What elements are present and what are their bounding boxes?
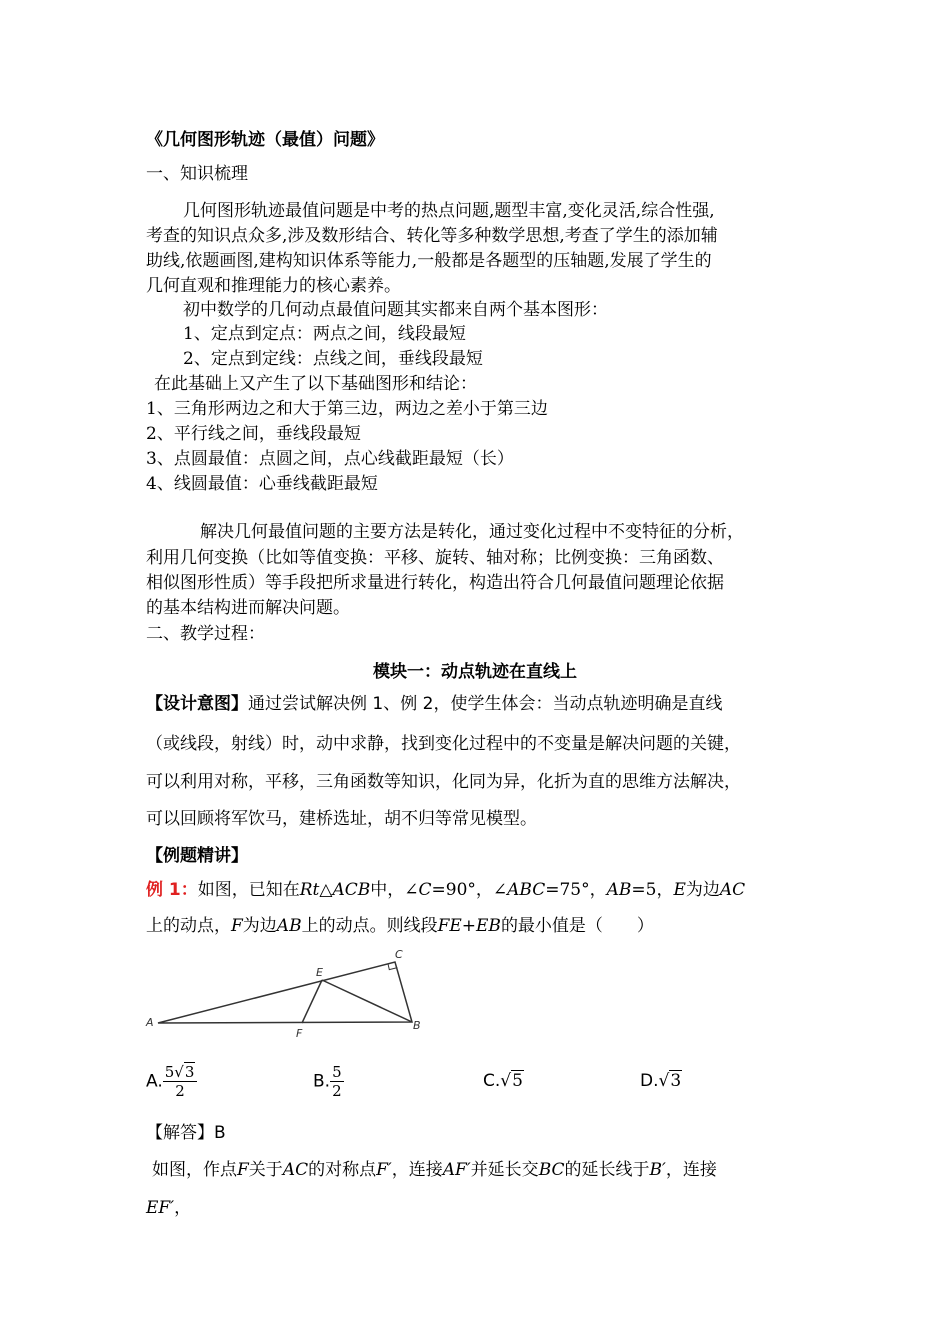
point-label-b: B xyxy=(413,1019,421,1032)
example-heading: 【例题精讲】 xyxy=(146,846,248,866)
basic-figure-item: 2、定点到定线：点线之间，垂线段最短 xyxy=(183,349,483,369)
paragraph-line: 可以回顾将军饮马，建桥选址，胡不归等常见模型。 xyxy=(146,809,537,829)
paragraph-line: 助线,依题画图,建构知识体系等能力,一般都是各题型的压轴题,发展了学生的 xyxy=(146,251,712,271)
option-b-fraction: $\frac{5}{2}$ xyxy=(332,1063,342,1100)
option-a[interactable]: A. $\frac{5√3}{2}$ xyxy=(146,1063,197,1100)
point-label-c: C xyxy=(395,948,403,961)
solution-line-cont: EF′， xyxy=(146,1198,192,1218)
option-d[interactable]: D.√3 xyxy=(640,1071,682,1091)
paragraph-line: 几何直观和推理能力的核心素养。 xyxy=(146,276,401,296)
solution-line: 如图，作点F关于AC的对称点F′，连接AF′并延长交BC的延长线于B′，连接 xyxy=(152,1160,717,1180)
conclusion-item: 2、平行线之间，垂线段最短 xyxy=(146,424,361,444)
point-label-a: A xyxy=(146,1016,154,1029)
section-heading-knowledge: 一、知识梳理 xyxy=(146,164,248,184)
example-1-question: 例 1：如图，已知在Rt△ACB中，∠C=90°，∠ABC=75°，AB=5，E为边AC xyxy=(146,880,746,900)
paragraph-line: 解决几何最值问题的主要方法是转化，通过变化过程中不变特征的分析， xyxy=(200,522,744,542)
answer-line: 【解答】B xyxy=(146,1123,226,1143)
design-label: 【设计意图】 xyxy=(146,694,248,714)
example-1-label: 例 1 xyxy=(146,880,181,900)
conclusion-item: 3、点圆最值：点圆之间，点心线截距最短（长） xyxy=(146,449,514,469)
paragraph-line: （或线段，射线）时，动中求静，找到变化过程中的不变量是解决问题的关键， xyxy=(146,734,741,754)
paragraph-line: 可以利用对称，平移，三角函数等知识，化同为异，化折为直的思维方法解决， xyxy=(146,772,741,792)
example-1-question-cont: 上的动点，F为边AB上的动点。则线段FE+EB的最小值是（ ） xyxy=(146,916,654,936)
segment-fe xyxy=(302,980,322,1023)
option-a-fraction: $\frac{5√3}{2}$ xyxy=(163,1063,198,1100)
design-intent xyxy=(146,692,722,716)
point-label-e: E xyxy=(316,966,323,979)
section-heading-teaching: 二、教学过程： xyxy=(146,624,265,644)
option-c[interactable]: C.√5 xyxy=(483,1071,523,1091)
triangle-figure xyxy=(140,940,440,1045)
conclusion-item: 1、三角形两边之和大于第三边，两边之差小于第三边 xyxy=(146,399,548,419)
point-label-f: F xyxy=(296,1027,303,1040)
paragraph-line: 相似图形性质）等手段把所求量进行转化，构造出符合几何最值问题理论依据 xyxy=(146,573,724,593)
paragraph-line: 考查的知识点众多,涉及数形结合、转化等多种数学思想,考查了学生的添加辅 xyxy=(146,226,718,246)
paragraph-line: 的基本结构进而解决问题。 xyxy=(146,598,350,618)
paragraph-line: 在此基础上又产生了以下基础图形和结论： xyxy=(154,374,477,394)
conclusion-item: 4、线圆最值：心垂线截距最短 xyxy=(146,474,378,494)
paragraph-line: 利用几何变换（比如等值变换：平移、旋转、轴对称；比例变换：三角函数、 xyxy=(146,548,724,568)
segment-eb xyxy=(322,980,412,1022)
doc-title: 《几何图形轨迹（最值）问题》 xyxy=(146,130,384,150)
option-c-sqrt: √5 xyxy=(500,1071,523,1091)
option-d-sqrt: √3 xyxy=(658,1071,682,1091)
design-text: 通过尝试解决例 1、例 2，使学生体会：当动点轨迹明确是直线 xyxy=(248,694,723,714)
module-title: 模块一：动点轨迹在直线上 xyxy=(373,662,577,682)
paragraph-line: 初中数学的几何动点最值问题其实都来自两个基本图形： xyxy=(183,300,608,320)
basic-figure-item: 1、定点到定点：两点之间，线段最短 xyxy=(183,324,466,344)
paragraph-line: 几何图形轨迹最值问题是中考的热点问题,题型丰富,变化灵活,综合性强, xyxy=(183,201,715,221)
option-b[interactable]: B. $\frac{5}{2}$ xyxy=(313,1063,342,1100)
triangle-acb xyxy=(158,962,412,1023)
